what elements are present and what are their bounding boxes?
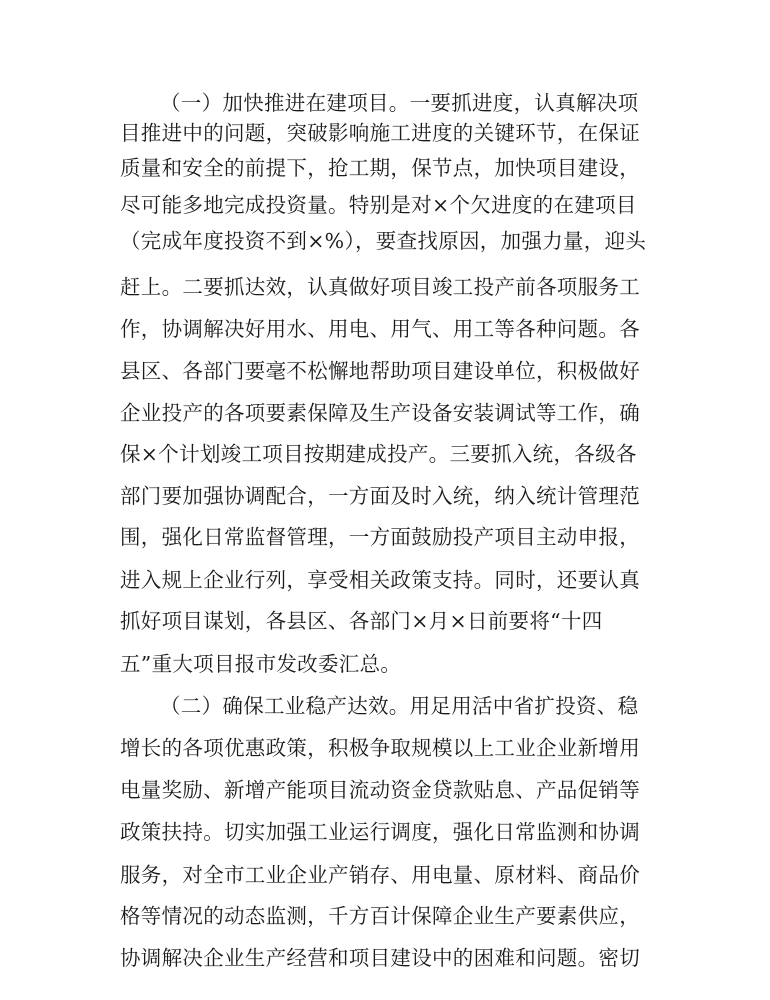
text-line: 县区、各部门要毫不松懈地帮助项目建设单位，积极做好 (120, 359, 640, 383)
text-line: 服务，对全市工业企业产销存、用电量、原材料、商品价 (120, 863, 640, 887)
text-line: 保×个计划竣工项目按期建成投产。三要抓入统，各级各 (120, 442, 637, 466)
text-line: 五”重大项目报市发改委汇总。 (120, 652, 402, 676)
text-line: 格等情况的动态监测，千方百计保障企业生产要素供应， (120, 904, 640, 928)
text-line: （完成年度投资不到×%），要查找原因，加强力量，迎头 (120, 229, 647, 253)
text-line: 作，协调解决好用水、用电、用气、用工等各种问题。各 (120, 317, 640, 341)
text-line: 电量奖励、新增产能项目流动资金贷款贴息、产品促销等 (120, 778, 640, 802)
text-line: （一）加快推进在建项目。一要抓进度，认真解决项 (160, 91, 639, 115)
text-line: 抓好项目谋划，各县区、各部门×月×日前要将“十四 (120, 609, 603, 633)
text-line: 进入规上企业行列，享受相关政策支持。同时，还要认真 (120, 568, 640, 592)
text-line: 尽可能多地完成投资量。特别是对×个欠进度的在建项目 (120, 193, 637, 217)
text-line: 协调解决企业生产经营和项目建设中的困难和问题。密切 (120, 946, 640, 970)
text-line: 增长的各项优惠政策，积极争取规模以上工业企业新增用 (120, 736, 640, 760)
text-line: 政策扶持。切实加强工业运行调度，强化日常监测和协调 (120, 820, 640, 844)
text-line: 质量和安全的前提下，抢工期，保节点，加快项目建设， (120, 156, 640, 180)
text-line: 围，强化日常监督管理，一方面鼓励投产项目主动申报， (120, 525, 640, 549)
text-line: 部门要加强协调配合，一方面及时入统，纳入统计管理范 (120, 484, 640, 508)
text-line: （二）确保工业稳产达效。用足用活中省扩投资、稳 (160, 694, 639, 718)
text-line: 赶上。二要抓达效，认真做好项目竣工投产前各项服务工 (120, 275, 640, 299)
text-line: 企业投产的各项要素保障及生产设备安装调试等工作，确 (120, 401, 640, 425)
text-line: 目推进中的问题，突破影响施工进度的关键环节，在保证 (120, 121, 640, 145)
